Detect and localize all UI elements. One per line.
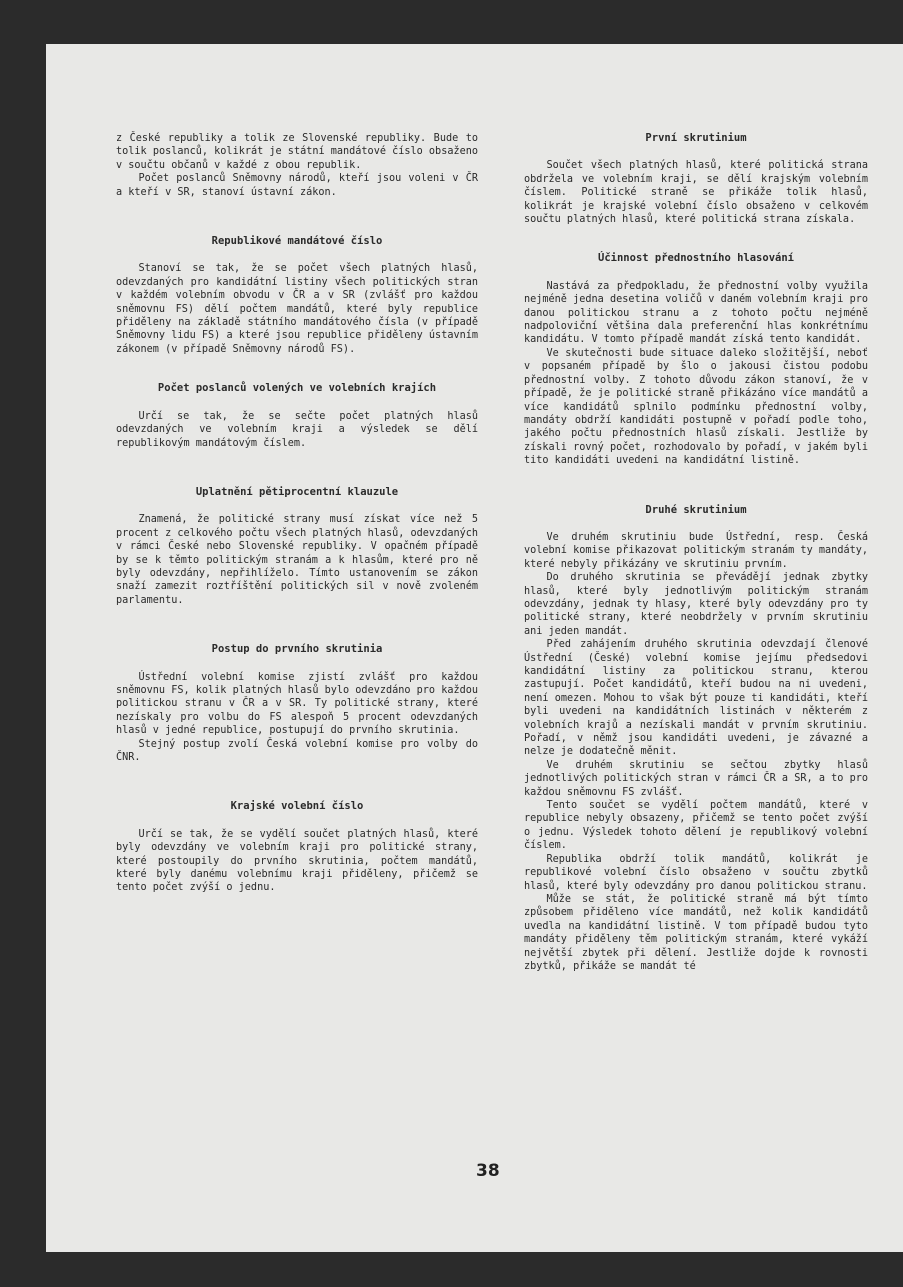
left-column [116, 132, 478, 895]
section-heading: Republikové mandátové číslo [211, 235, 383, 248]
paragraph: Ve druhém skrutiniu se sečtou zbytky hlasů jednotlivých politických stran v rámci ČR a SR, a to pro každou sněmovnu FS zvlášť. [524, 759, 868, 798]
paragraph: Ve druhém skrutiniu bude Ústřední, resp. Česká volební komise přikazovat politickým stranám ty mandáty, které nebyly přikázány ve skrutiniu prvním. [524, 531, 868, 570]
paragraph: Republika obdrží tolik mandátů, kolikrát je republikové volební číslo obsaženo v součtu zbytků hlasů, které byly odevzdány pro danou politickou stranu. [524, 853, 868, 892]
paragraph: Stanoví se tak, že se počet všech platných hlasů, odevzdaných pro kandidátní listiny všech politických stran v každém volebním obvodu v ČR a v SR (zvlášť pro každou sněmovnu FS) dělí počtem mandátů, které byly republice přiděleny na základě státního mandátového čísla (v případě Sněmovny lidu FS) a které jsou republice přiděleny ústavním zákonem (v případě Sněmovny národů FS). [116, 263, 478, 355]
paragraph: Ve skutečnosti bude situace daleko složitější, neboť v popsaném případě by šlo o jakousi čistou podobu přednostní volby. Z tohoto důvodu zákon stanoví, že v případě, že je politické straně přikázáno více mandátů a více kandidátů splnilo podmínku přednostní volby, mandáty obdrží kandidáti postupně v pořadí podle toho, jakého počtu přednostních hlasů získali. Jestliže by získali rovný počet, rozhodovalo by pořadí, v jakém byli tito kandidáti uvedeni na kandidátní listině. [524, 347, 868, 467]
section-heading: Účinnost přednostního hlasování [598, 252, 794, 265]
paragraph: Stejný postup zvolí Česká volební komise pro volby do ČNR. [116, 738, 478, 763]
paragraph: z České republiky a tolik ze Slovenské republiky. Bude to tolik poslanců, kolikrát je státní mandátové číslo obsaženo v součtu občanů v každé z obou republik. [116, 133, 478, 171]
section-heading: Počet poslanců volených ve volebních krajích [157, 382, 437, 395]
section-heading: Postup do prvního skrutinia [211, 643, 383, 656]
paragraph: Počet poslanců Sněmovny národů, kteří jsou voleni v ČR a kteří v SR, stanoví ústavní zákon. [116, 173, 478, 198]
paragraph: Může se stát, že politické straně má být tímto způsobem přiděleno více mandátů, než kolik kandidátů uvedla na kandidátní listině. V tom případě budou tyto mandáty přiděleny těm politickým stranám, které vykáží největší zbytek při dělení. Jestliže dojde k rovnosti zbytků, přikáže se mandát té [524, 893, 868, 972]
section-heading: Krajské volební číslo [230, 800, 364, 813]
document-page [46, 44, 903, 1252]
paragraph: Do druhého skrutinia se převádějí jednak zbytky hlasů, které byly jednotlivým politickým stranám odevzdány, jednak ty hlasy, které byly odevzdány pro ty politické strany, které neobdržely v prvním skrutiniu ani jeden mandát. [524, 572, 868, 637]
section-heading: Druhé skrutinium [645, 503, 747, 516]
paragraph: Součet všech platných hlasů, které politická strana obdržela ve volebním kraji, se dělí krajským volebním číslem. Politické straně se přikáže tolik hlasů, kolikrát je krajské volební číslo obsaženo v celkovém součtu platných hlasů, které politická strana získala. [524, 160, 868, 226]
right-column [524, 132, 868, 973]
paragraph: Nastává za předpokladu, že přednostní volby využila nejméně jedna desetina voličů v daném volebním kraji pro danou politickou stranu a z tohoto počtu nejméně nadpoloviční většina dala preferenční hlas konkrétnímu kandidátu. V tomto případě mandát získá tento kandidát. [524, 280, 868, 346]
paragraph: Tento součet se vydělí počtem mandátů, které v republice nebyly obsazeny, přičemž se tento počet zvýší o jednu. Výsledek tohoto dělení je republikový volební číslem. [524, 800, 868, 852]
paragraph: Před zahájením druhého skrutinia odevzdají členové Ústřední (České) volební komise jejímu předsedovi kandidátní listiny za politickou stranu, kterou zastupují. Počet kandidátů, kteří budou na ni uvedeni, není omezen. Mohou to však být pouze ti kandidáti, kteří byli uvedeni na kandidátních listinách v některém z volebních krajů a nezískali mandát v prvním skrutiniu. Pořadí, v němž jsou kandidáti uvedeni, je závazné a nelze je dodatečně měnit. [524, 639, 868, 758]
section-heading: První skrutinium [645, 132, 747, 144]
page-number: 38 [476, 1161, 500, 1181]
paragraph: Znamená, že politické strany musí získat více než 5 procent z celkového počtu všech platných hlasů, odevzdaných v rámci České nebo Slovenské republiky. V opačném případě by se k těmto politickým stranám a k hlasům, které pro ně byly odevzdány, nepřihlíželo. Tímto ustanovením se zákon snaží zamezit roztříštění politických sil v nově zvoleném parlamentu. [116, 514, 478, 606]
paragraph: Určí se tak, že se vydělí součet platných hlasů, které byly odevzdány ve volebním kraji pro politické strany, které postoupily do prvního skrutinia, počtem mandátů, které byly danému volebnímu kraji přiděleny, přičemž se tento počet zvýší o jednu. [116, 828, 478, 894]
paragraph: Určí se tak, že se sečte počet platných hlasů odevzdaných ve volebním kraji a výsledek se dělí republikovým mandátovým číslem. [116, 410, 478, 449]
paragraph: Ústřední volební komise zjistí zvlášť pro každou sněmovnu FS, kolik platných hlasů bylo odevzdáno pro každou politickou stranu v ČR a v SR. Ty politické strany, které nezískaly pro volbu do FS alespoň 5 procent odevzdaných hlasů v jedné republice, postupují do prvního skrutinia. [116, 671, 478, 737]
section-heading: Uplatnění pětiprocentní klauzule [195, 485, 399, 498]
